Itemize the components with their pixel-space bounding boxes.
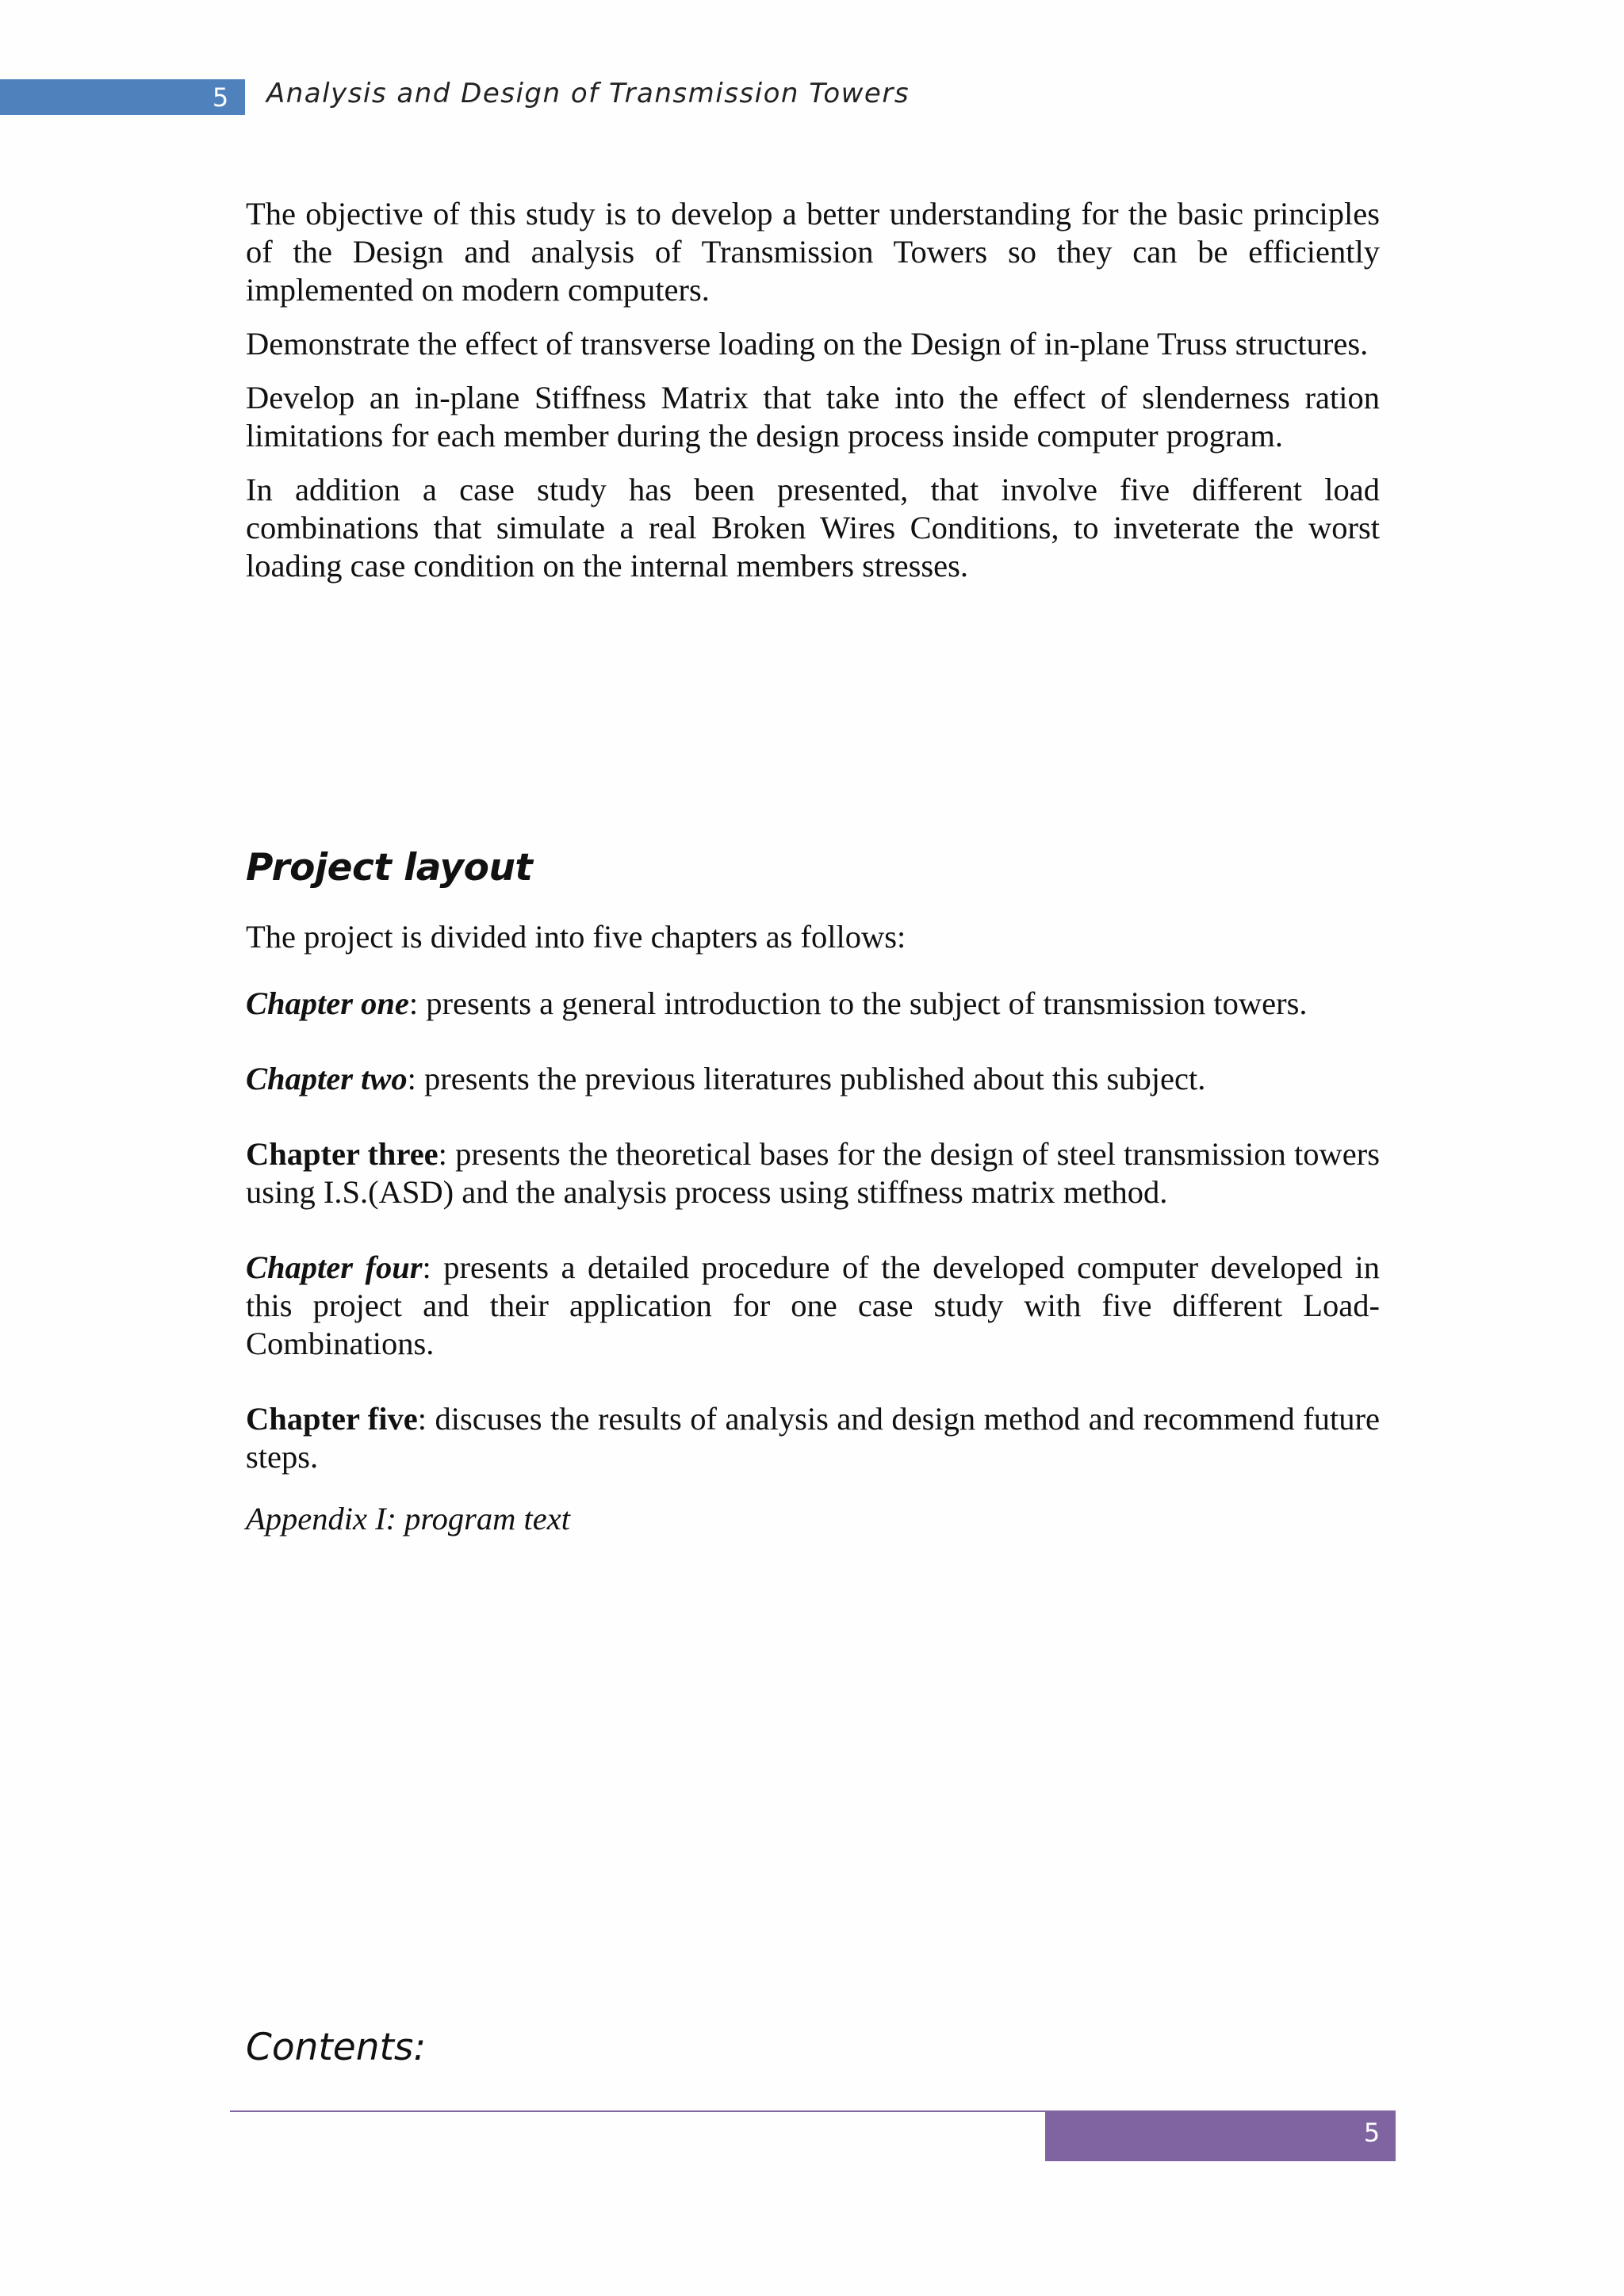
chapter-label: Chapter one xyxy=(246,985,409,1021)
chapter-label: Chapter two xyxy=(246,1061,408,1096)
chapter-two xyxy=(246,1060,1380,1098)
intro-paragraph: Demonstrate the effect of transverse loading on the Design of in-plane Truss structures. xyxy=(246,326,1369,362)
intro-paragraph: In addition a case study has been presented, that involve five different load combinations that simulate a real Broken Wires Conditions, to inveterate the worst loading case condition on the internal members stresses. xyxy=(246,472,1380,584)
contents-heading: Contents: xyxy=(246,2026,427,2069)
footer-page-number: 5 xyxy=(1363,2118,1381,2148)
project-layout-intro: The project is divided into five chapters as follows: xyxy=(246,919,906,955)
chapter-label: Chapter five xyxy=(246,1401,418,1437)
header-title: Analysis and Design of Transmission Towers xyxy=(266,78,910,109)
chapter-one xyxy=(246,985,1380,1023)
chapter-text: : presents a detailed procedure of the developed computer developed in this project and their application for one case study with five different Load-Combinations. xyxy=(246,1249,1380,1361)
appendix-line: Appendix I: program text xyxy=(246,1501,571,1536)
intro-paragraph: The objective of this study is to develop a better understanding for the basic principles of the Design and analysis of Transmission Towers so they can be efficiently implemented on modern computers. xyxy=(246,196,1380,308)
chapter-label: Chapter four xyxy=(246,1249,423,1285)
chapter-text: : presents a general introduction to the subject of transmission towers. xyxy=(408,985,1308,1021)
header-page-number: 5 xyxy=(212,82,229,113)
footer-bar xyxy=(1045,2110,1396,2161)
chapter-text: : discuses the results of analysis and design method and recommend future steps. xyxy=(246,1401,1381,1475)
project-layout-heading: Project layout xyxy=(246,846,533,890)
chapter-three xyxy=(246,1135,1380,1211)
chapter-five xyxy=(246,1400,1380,1476)
chapter-text: : presents the previous literatures published about this subject. xyxy=(407,1061,1206,1096)
chapter-text: : presents the theoretical bases for the design of steel transmission towers using I.S.(ASD) and the analysis process using stiffness matrix method. xyxy=(246,1136,1380,1210)
chapter-label: Chapter three xyxy=(246,1136,439,1172)
project-layout-section xyxy=(246,918,1380,1538)
chapter-four xyxy=(246,1249,1380,1363)
intro-section xyxy=(246,195,1380,601)
intro-paragraph: Develop an in-plane Stiffness Matrix that take into the effect of slenderness ration limitations for each member during the design process inside computer program. xyxy=(246,380,1380,453)
